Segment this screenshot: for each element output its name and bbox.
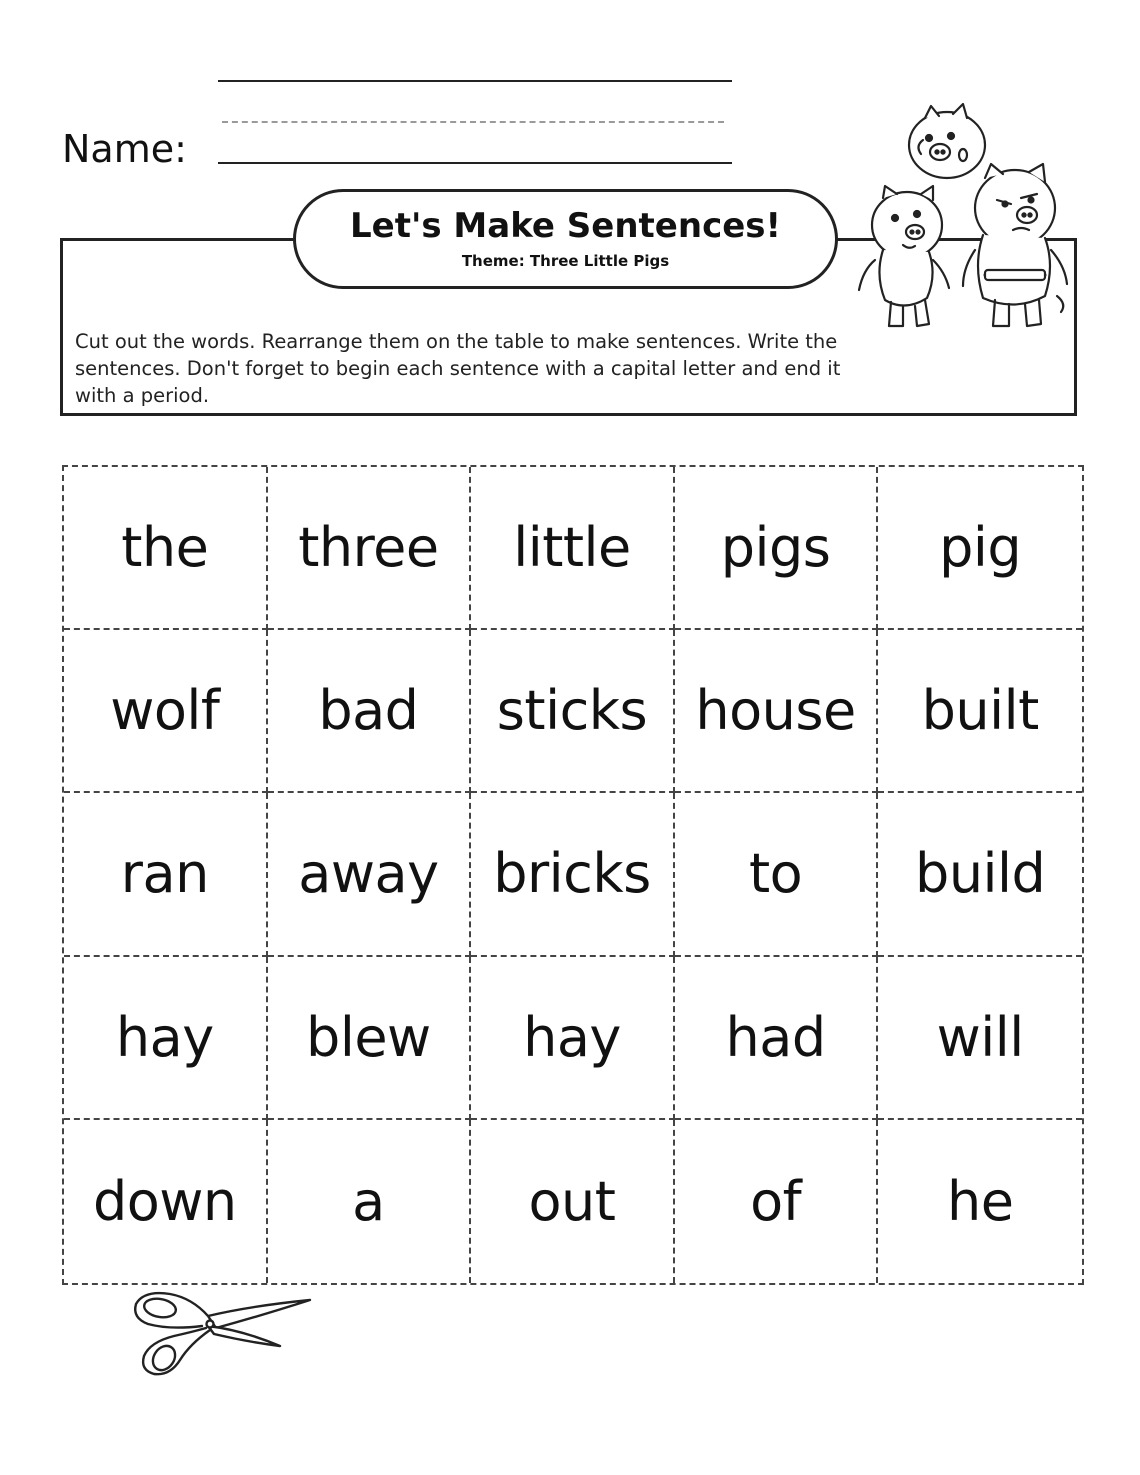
word-card[interactable]: little [471, 467, 675, 630]
word-card[interactable]: pig [878, 467, 1082, 630]
name-label: Name: [62, 127, 187, 171]
word-card[interactable]: three [268, 467, 472, 630]
title-banner [293, 189, 838, 289]
name-write-line[interactable] [218, 162, 732, 164]
word-card[interactable]: built [878, 630, 1082, 793]
word-card[interactable]: hay [471, 957, 675, 1120]
scissors-icon [130, 1286, 315, 1378]
word-card[interactable]: away [268, 793, 472, 956]
word-card[interactable]: bad [268, 630, 472, 793]
word-card[interactable]: down [64, 1120, 268, 1283]
worksheet-title: Let's Make Sentences! [349, 206, 782, 246]
word-card[interactable]: out [471, 1120, 675, 1283]
instructions-text: Cut out the words. Rearrange them on the table to make sentences. Write the sentences. Don't forget to begin each sentence with a capital letter and end it with a period. [75, 330, 841, 407]
word-card[interactable]: will [878, 957, 1082, 1120]
word-card[interactable]: pigs [675, 467, 879, 630]
word-card[interactable]: a [268, 1120, 472, 1283]
name-guide-line-dashed [222, 121, 724, 123]
word-card[interactable]: the [64, 467, 268, 630]
word-card[interactable]: had [675, 957, 879, 1120]
word-card[interactable]: bricks [471, 793, 675, 956]
word-card[interactable]: ran [64, 793, 268, 956]
word-card[interactable]: sticks [471, 630, 675, 793]
word-card[interactable]: build [878, 793, 1082, 956]
word-card[interactable]: of [675, 1120, 879, 1283]
word-card[interactable]: house [675, 630, 879, 793]
word-cutout-grid [62, 465, 1084, 1285]
word-card[interactable]: blew [268, 957, 472, 1120]
word-card[interactable]: to [675, 793, 879, 956]
worksheet-theme: Theme: Three Little Pigs [461, 252, 670, 270]
word-card[interactable]: he [946, 1169, 1014, 1233]
name-guide-line-top [218, 80, 732, 82]
word-card[interactable]: hay [64, 957, 268, 1120]
word-card[interactable]: wolf [64, 630, 268, 793]
three-little-pigs-icon [845, 100, 1075, 335]
